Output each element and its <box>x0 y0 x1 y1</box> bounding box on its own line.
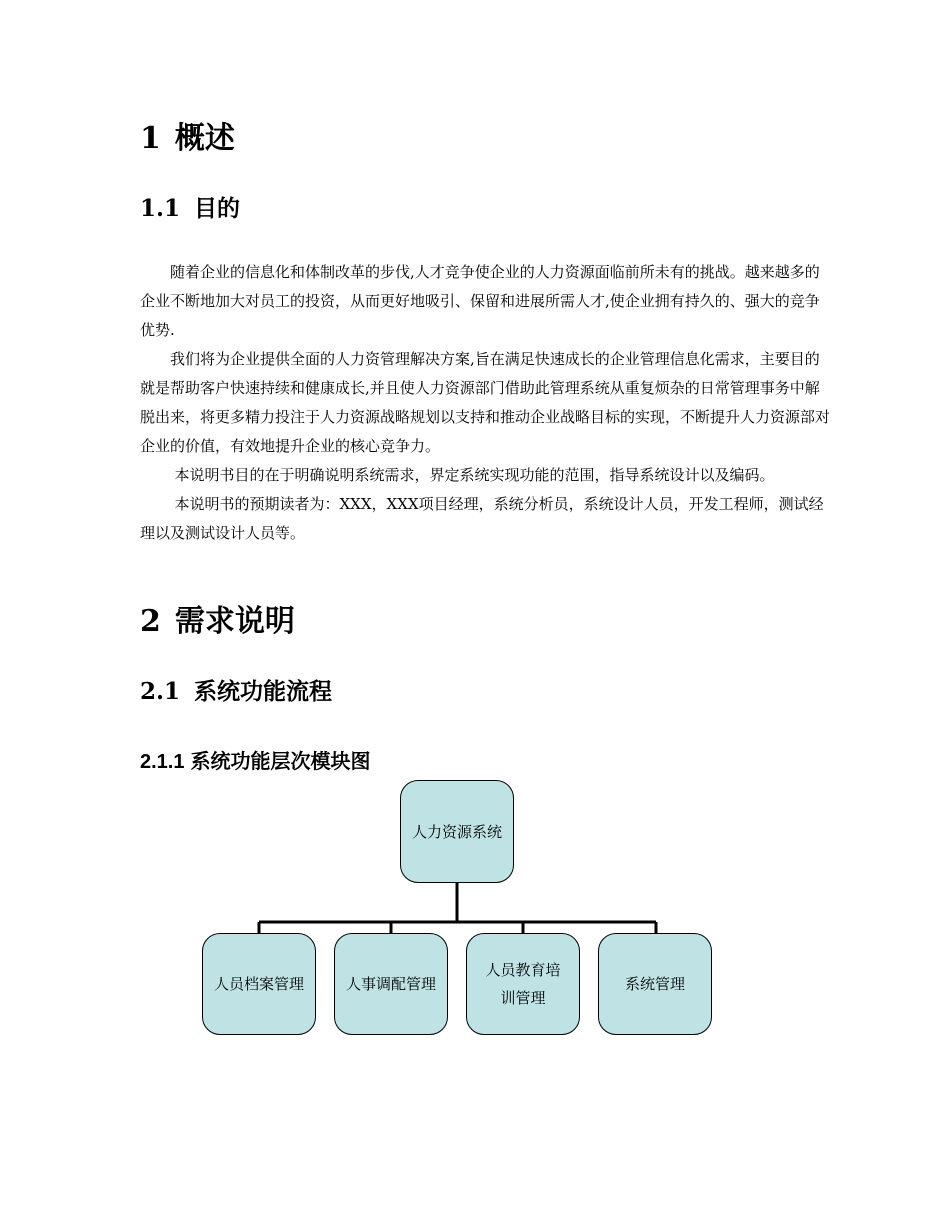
child-node-box <box>598 933 712 1035</box>
section-title: 需求说明 <box>174 604 295 639</box>
child-node-box <box>202 933 316 1035</box>
section-title: 目的 <box>194 195 241 222</box>
section-2-heading <box>140 596 295 640</box>
section-number: 2 <box>140 604 161 639</box>
paragraph: 随着企业的信息化和体制改革的步伐,人才竞争使企业的人力资源面临前所未有的挑战。越来越多的企业不断地加大对员工的投资，从而更好地吸引、保留和进展所需人才,使企业拥有持久的、强大的竞争优势. <box>140 263 820 339</box>
purpose-body <box>140 258 830 548</box>
section-number: 2.1.1 <box>140 751 185 773</box>
section-title: 概述 <box>174 121 235 156</box>
section-title: 系统功能流程 <box>194 678 333 705</box>
child-node-label: 人事调配管理 <box>345 975 436 993</box>
child-node-label: 系统管理 <box>624 975 685 993</box>
section-title: 系统功能层次模块图 <box>190 751 371 773</box>
section-2-1-1-heading <box>140 745 370 774</box>
paragraph: 本说明书目的在于明确说明系统需求，界定系统实现功能的范围，指导系统设计以及编码。 <box>174 466 775 484</box>
root-node-box <box>400 780 514 883</box>
child-node-box <box>466 933 580 1035</box>
section-1-1-heading <box>140 190 240 223</box>
child-node-label: 人员档案管理 <box>213 975 304 993</box>
paragraph: 我们将为企业提供全面的人力资管理解决方案,旨在满足快速成长的企业管理信息化需求，主要目的就是帮助客户快速持续和健康成长,并且使人力资源部门借助此管理系统从重复烦杂的日常管理事务中解脱出来，将更多精力投注于人力资源战略规划以支持和推动企业战略目标的实现，不断提升人力资源部对企业的价值，有效地提升企业的核心竞争力。 <box>140 350 831 455</box>
section-number: 1 <box>140 121 161 156</box>
root-node-label: 人力资源系统 <box>411 822 502 841</box>
section-2-1-heading <box>140 673 332 706</box>
section-number: 1.1 <box>140 195 181 222</box>
section-number: 2.1 <box>140 678 181 705</box>
section-1-heading <box>140 113 235 157</box>
child-node-label: 人员教育培训管理 <box>485 961 561 1007</box>
child-node-box <box>334 933 448 1035</box>
paragraph: 本说明书的预期读者为：XXX，XXX项目经理，系统分析员，系统设计人员，开发工程师，测试经理以及测试设计人员等。 <box>140 495 824 542</box>
